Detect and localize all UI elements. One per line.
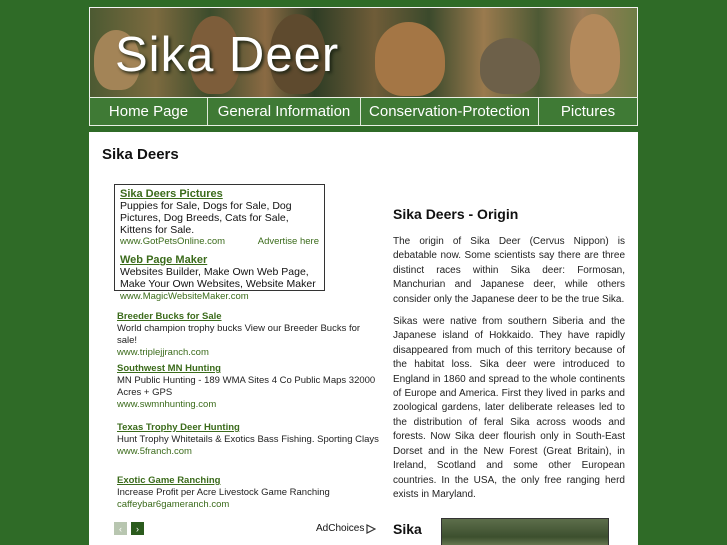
nav-pictures[interactable]: Pictures <box>560 103 616 120</box>
link-ad-desc: Increase Profit per Acre Livestock Game Ranching <box>117 487 330 498</box>
ad-text: Puppies for Sale, Dogs for Sale, Dog Pictures, Dog Breeds, Cats for Sale, Kittens for Sale. <box>120 200 292 236</box>
ad-title-sika-pictures[interactable]: Sika Deers Pictures <box>120 188 223 200</box>
article-title: Sika Deers - Origin <box>393 206 519 222</box>
ad-url[interactable]: www.MagicWebsiteMaker.com <box>120 291 249 302</box>
nav-conservation-protection[interactable]: Conservation-Protection <box>361 98 539 125</box>
deer-photo-5 <box>480 38 540 94</box>
deer-photo-6 <box>570 14 620 94</box>
nav-general-information[interactable]: General Information <box>208 98 361 125</box>
link-ad <box>117 311 379 359</box>
ad-url[interactable]: www.GotPetsOnline.com <box>120 236 226 247</box>
link-ad <box>117 422 379 458</box>
prev-arrow-icon[interactable]: ‹ <box>114 522 127 535</box>
advertise-here-link[interactable]: Advertise here <box>257 236 319 247</box>
link-ad-title[interactable]: Southwest MN Hunting <box>117 363 221 374</box>
link-ad-desc: World champion trophy bucks View our Breeder Bucks for sale! <box>117 323 361 346</box>
link-ad-url[interactable]: caffeybar6gameranch.com <box>117 499 230 510</box>
link-ad-title[interactable]: Exotic Game Ranching <box>117 475 221 486</box>
nav-home-page[interactable]: Home Page <box>90 98 208 125</box>
adchoices-link[interactable] <box>316 523 376 534</box>
link-ad-url[interactable]: www.5franch.com <box>117 446 192 457</box>
sika-photo <box>441 518 609 545</box>
next-arrow-icon[interactable]: › <box>131 522 144 535</box>
link-ad-desc: MN Public Hunting - 189 WMA Sites 4 Co Public Maps 32000 Acres + GPS <box>117 375 376 398</box>
article <box>393 206 625 510</box>
main-content <box>89 132 638 545</box>
main-nav <box>89 97 638 126</box>
link-ad-title[interactable]: Breeder Bucks for Sale <box>117 311 222 322</box>
link-ad-desc: Hunt Trophy Whitetails & Exotics Bass Fishing. Sporting Clays <box>117 434 379 445</box>
link-ad-url[interactable]: www.swmnhunting.com <box>117 399 217 410</box>
page-title: Sika Deers <box>102 146 179 163</box>
link-ad-title[interactable]: Texas Trophy Deer Hunting <box>117 422 240 433</box>
ad-text: Websites Builder, Make Own Web Page, Make Your Own Websites, Website Maker <box>120 266 316 290</box>
link-ad <box>117 475 379 511</box>
site-title: Sika Deer <box>115 28 340 82</box>
article-paragraph: Sikas were native from southern Siberia and the Japanese island of Hokkaido. They have rapidly disappeared from much of this territory because of the habitat loss. Sika deer were introduced to England in 1860 and spread to the whole continents of Europe and America. First they lived in parks and zoological gardens, later deliberate releases led to the distribution of feral Sika across woods and forests. Now Sika deer flourish only in South-East Dorset and in the New Forest (Great Britain), in Ireland, Scotland and some other European countries. In the USA, the only free ranging herd exists in Maryland. <box>393 316 625 500</box>
header-banner <box>89 7 638 98</box>
article-paragraph: The origin of Sika Deer (Cervus Nippon) is debatable now. Some scientists say there are three distinct races within Sika deer: Formosan, Manchurian and Japanese deer, while others consider only the Japanese deer to be the true Sika. <box>393 236 625 305</box>
ad-box <box>114 184 325 302</box>
adchoices-label: AdChoices <box>316 523 365 534</box>
deer-photo-4 <box>375 22 445 96</box>
link-ad-url[interactable]: www.triplejjranch.com <box>117 347 209 358</box>
link-ad <box>117 363 379 411</box>
adchoices-icon <box>366 524 376 534</box>
section-subtitle: Sika <box>393 521 422 537</box>
ad-title-web-page-maker[interactable]: Web Page Maker <box>120 254 208 266</box>
